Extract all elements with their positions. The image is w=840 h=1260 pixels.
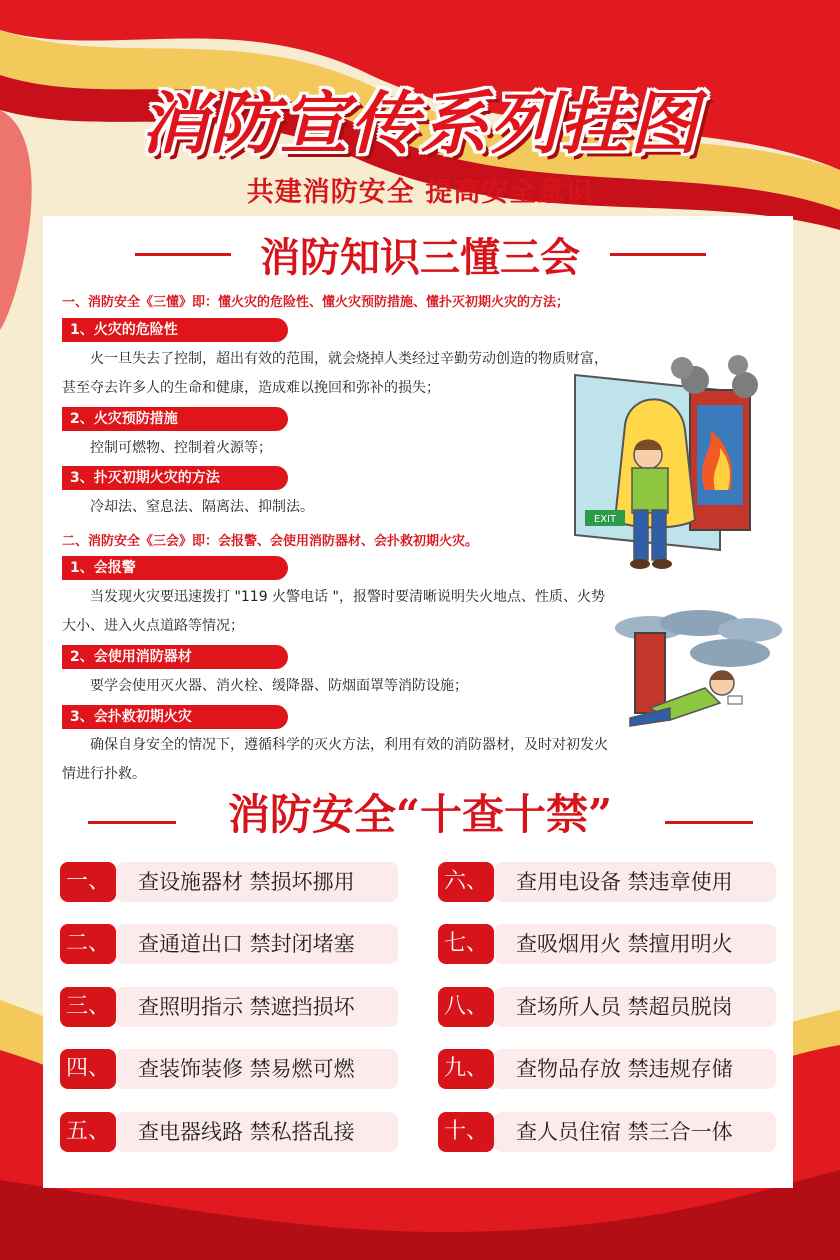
rule-text: 查电器线路 禁私搭乱接 [116, 1112, 398, 1152]
section-three-understand: 一、消防安全《三懂》即：懂火灾的危险性、懂火灾预防措施、懂扑灭初期火灾的方法； [62, 295, 570, 310]
section-three-abilities: 二、消防安全《三会》即：会报警、会使用消防器材、会扑救初期火灾。 [62, 534, 479, 549]
rule-text: 查照明指示 禁遮挡损坏 [116, 987, 398, 1027]
checks-heading [0, 782, 840, 852]
item-text-fire-danger-1: 火一旦失去了控制，超出有效的范围，就会烧掉人类经过辛勤劳动创造的物质财富， [90, 351, 608, 367]
rule-text: 查人员住宿 禁三合一体 [494, 1112, 776, 1152]
crawl-illustration [610, 608, 785, 738]
knowledge-heading [0, 226, 840, 286]
rule-number: 一、 [60, 862, 116, 902]
rule-number: 十、 [438, 1112, 494, 1152]
rule-number: 七、 [438, 924, 494, 964]
rule-number: 六、 [438, 862, 494, 902]
rule-text: 查场所人员 禁超员脱岗 [494, 987, 776, 1027]
checks-heading-text: 消防安全“十查十禁” [227, 790, 613, 839]
rule-text: 查通道出口 禁封闭堵塞 [116, 924, 398, 964]
rule-number: 八、 [438, 987, 494, 1027]
item-title-use-equipment: 2、会使用消防器材 [62, 645, 288, 669]
rule-text: 查吸烟用火 禁擅用明火 [494, 924, 776, 964]
item-text-fire-prevention: 控制可燃物、控制着火源等； [90, 440, 272, 456]
poster-subtitle: 共建消防安全 提高安全意识 [246, 177, 594, 208]
rule-text: 查物品存放 禁违规存储 [494, 1049, 776, 1089]
item-title-fire-danger: 1、火灾的危险性 [62, 318, 288, 342]
rule-number: 五、 [60, 1112, 116, 1152]
exit-sign-text: EXIT [593, 514, 617, 525]
item-text-fire-danger-2: 甚至夺去许多人的生命和健康，造成难以挽回和弥补的损失； [62, 380, 440, 396]
rule-text: 查用电设备 禁违章使用 [494, 862, 776, 902]
item-title-initial-fire: 3、会扑救初期火灾 [62, 705, 288, 729]
item-text-initial-fire-1: 确保自身安全的情况下，遵循科学的灭火方法，利用有效的消防器材，及时对初发火 [90, 737, 608, 753]
item-text-report-fire-1: 当发现火灾要迅速拨打 "119 火警电话 "，报警时要清晰说明失火地点、性质、火势 [90, 589, 605, 605]
rule-text: 查设施器材 禁损坏挪用 [116, 862, 398, 902]
knowledge-heading-text: 消防知识三懂三会 [260, 234, 580, 281]
item-title-report-fire: 1、会报警 [62, 556, 288, 580]
item-text-report-fire-2: 大小、进入火点道路等情况； [62, 618, 244, 634]
rule-number: 四、 [60, 1049, 116, 1089]
rule-number: 九、 [438, 1049, 494, 1089]
item-text-use-equipment: 要学会使用灭火器、消火栓、缓降器、防烟面罩等消防设施； [90, 678, 468, 694]
rule-text: 查装饰装修 禁易燃可燃 [116, 1049, 398, 1089]
item-text-extinguish-methods: 冷却法、窒息法、隔离法、抑制法。 [90, 499, 314, 515]
escape-illustration [570, 350, 785, 580]
item-text-initial-fire-2: 情进行扑救。 [62, 766, 146, 782]
rule-number: 三、 [60, 987, 116, 1027]
item-title-fire-prevention: 2、火灾预防措施 [62, 407, 288, 431]
rule-number: 二、 [60, 924, 116, 964]
item-title-extinguish-methods: 3、扑灭初期火灾的方法 [62, 466, 288, 490]
poster-title: 消防宣传系列挂图 [139, 85, 700, 164]
